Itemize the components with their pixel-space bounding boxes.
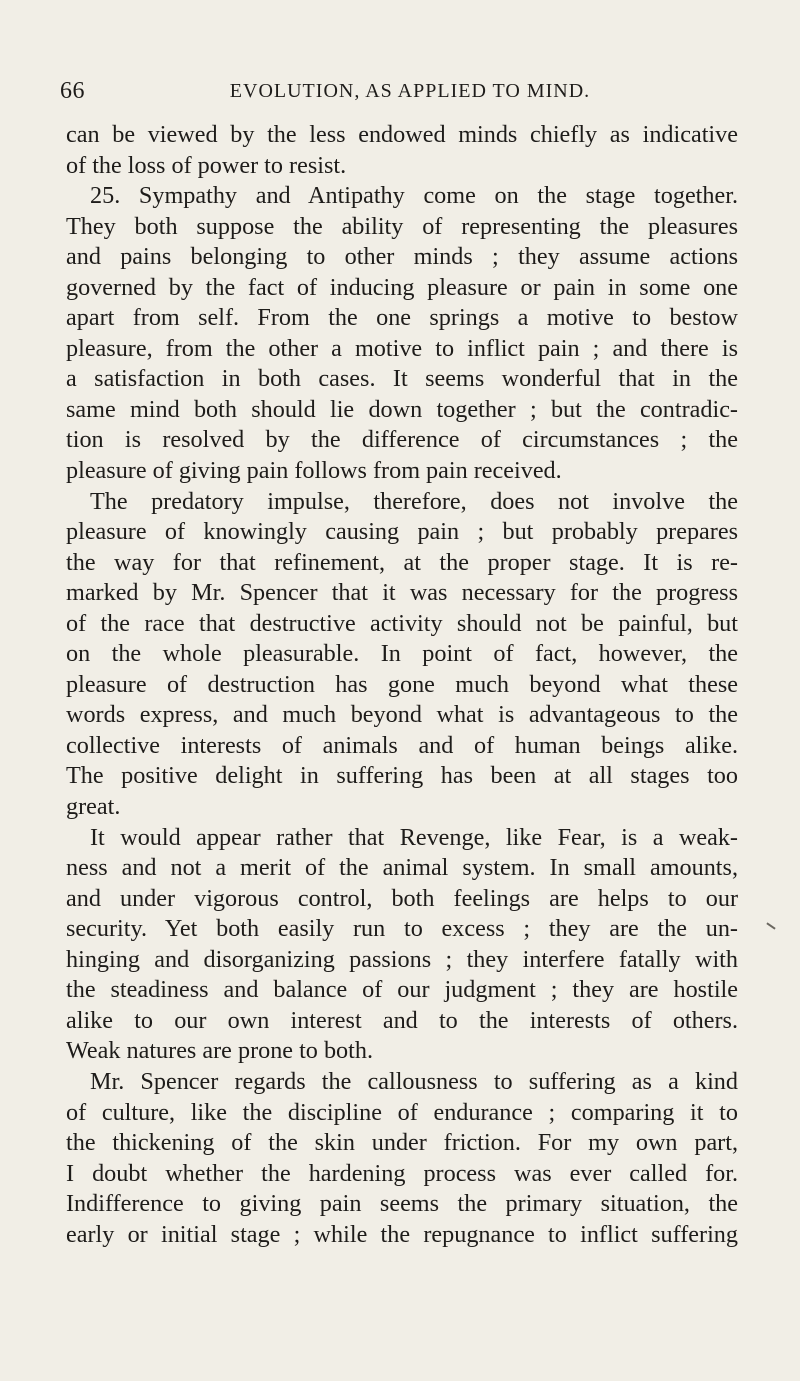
text-line: It would appear rather that Revenge, like Fear, is a weak- bbox=[90, 823, 738, 851]
text-line: the steadiness and balance of our judgment ; they are hostile bbox=[66, 976, 738, 1004]
text-line: security. Yet both easily run to excess ; they are the un- bbox=[66, 915, 738, 943]
body-text bbox=[66, 120, 738, 1250]
text-line: Weak natures are prone to both. bbox=[66, 1037, 373, 1065]
text-line: The positive delight in suffering has been at all stages too bbox=[66, 762, 738, 790]
margin-mark bbox=[766, 922, 775, 929]
text-line: great. bbox=[66, 793, 121, 821]
text-line: They both suppose the ability of representing the pleasures bbox=[66, 212, 738, 240]
text-line: collective interests of animals and of human beings alike. bbox=[66, 731, 738, 759]
text-line: pleasure of knowingly causing pain ; but probably prepares bbox=[66, 518, 738, 546]
text-line: alike to our own interest and to the interests of others. bbox=[66, 1006, 738, 1034]
text-line: hinging and disorganizing passions ; they interfere fatally with bbox=[66, 945, 738, 973]
text-line: tion is resolved by the difference of circumstances ; the bbox=[66, 426, 738, 454]
text-line: words express, and much beyond what is advantageous to the bbox=[66, 701, 738, 729]
text-line: the way for that refinement, at the proper stage. It is re- bbox=[66, 548, 738, 576]
text-line: and pains belonging to other minds ; they assume actions bbox=[66, 243, 738, 271]
text-line: The predatory impulse, therefore, does not involve the bbox=[90, 487, 738, 515]
text-line: on the whole pleasurable. In point of fact, however, the bbox=[66, 640, 738, 668]
text-line: pleasure of destruction has gone much beyond what these bbox=[66, 670, 738, 698]
text-line: Indifference to giving pain seems the primary situation, the bbox=[66, 1190, 738, 1218]
text-line: same mind both should lie down together ; but the contradic- bbox=[66, 395, 738, 423]
text-line: of the race that destructive activity should not be painful, but bbox=[66, 609, 738, 637]
text-line: can be viewed by the less endowed minds chiefly as indicative bbox=[66, 121, 738, 148]
text-line: of the loss of power to resist. bbox=[66, 151, 347, 179]
text-line: ness and not a merit of the animal system. In small amounts, bbox=[66, 854, 738, 882]
text-line: a satisfaction in both cases. It seems wonderful that in the bbox=[66, 365, 738, 393]
text-line: the thickening of the skin under friction. For my own part, bbox=[66, 1129, 738, 1157]
text-line: pleasure, from the other a motive to inflict pain ; and there is bbox=[66, 334, 738, 362]
text-line: 25. Sympathy and Antipathy come on the stage together. bbox=[90, 182, 738, 210]
text-line: I doubt whether the hardening process was ever called for. bbox=[66, 1159, 738, 1187]
text-line: marked by Mr. Spencer that it was necessary for the progress bbox=[66, 579, 738, 607]
text-line: of culture, like the discipline of endurance ; comparing it to bbox=[66, 1098, 738, 1126]
page-number: 66 bbox=[60, 78, 85, 104]
text-line: pleasure of giving pain follows from pain received. bbox=[66, 457, 562, 485]
text-line: Mr. Spencer regards the callousness to suffering as a kind bbox=[90, 1067, 738, 1095]
page-header bbox=[52, 78, 748, 108]
text-line: and under vigorous control, both feelings are helps to our bbox=[66, 884, 738, 912]
text-line: apart from self. From the one springs a motive to bestow bbox=[66, 304, 738, 332]
running-head: EVOLUTION, AS APPLIED TO MIND. bbox=[229, 80, 591, 102]
text-line: early or initial stage ; while the repugnance to inflict suffering bbox=[66, 1220, 738, 1248]
text-line: governed by the fact of inducing pleasure or pain in some one bbox=[66, 273, 738, 301]
